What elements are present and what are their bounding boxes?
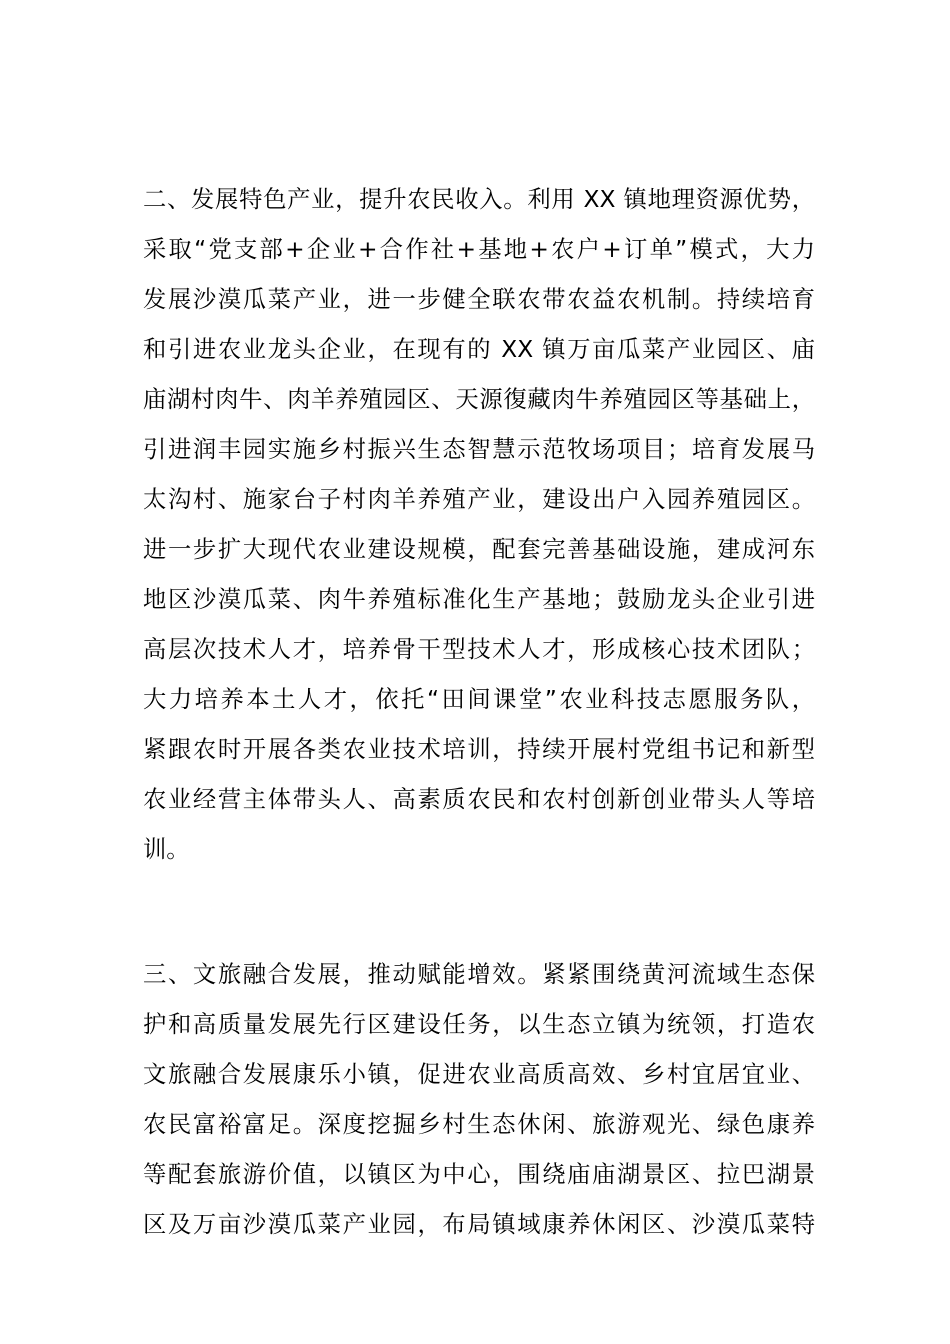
paragraph-line: 和引进农业龙头企业，在现有的 XX 镇万亩瓜菜产业园区、庙 [143, 336, 815, 363]
paragraph-line: 庙湖村肉牛、肉羊养殖园区、天源復藏肉牛养殖园区等基础上， [143, 386, 815, 413]
paragraph-line: 文旅融合发展康乐小镇，促进农业高质高效、乡村宜居宜业、 [143, 1061, 815, 1088]
paragraph-line: 二、发展特色产业，提升农民收入。利用 XX 镇地理资源优势， [143, 186, 815, 213]
paragraph-line: 引进润丰园实施乡村振兴生态智慧示范牧场项目；培育发展马 [143, 436, 815, 463]
paragraph-line: 农业经营主体带头人、高素质农民和农村创新创业带头人等培 [143, 786, 815, 813]
paragraph-line: 紧跟农时开展各类农业技术培训，持续开展村党组书记和新型 [143, 736, 815, 763]
paragraph-line: 训。 [143, 836, 190, 863]
paragraph-line: 护和高质量发展先行区建设任务，以生态立镇为统领，打造农 [143, 1011, 815, 1038]
paragraph-line: 进一步扩大现代农业建设规模，配套完善基础设施，建成河东 [143, 536, 815, 563]
paragraph-line: 等配套旅游价值，以镇区为中心，围绕庙庙湖景区、拉巴湖景 [143, 1161, 815, 1188]
paragraph-three [143, 950, 815, 1250]
paragraph-line: 采取“党支部+企业+合作社+基地+农户+订单”模式，大力 [143, 236, 815, 263]
paragraph-line: 高层次技术人才，培养骨干型技术人才，形成核心技术团队； [143, 636, 815, 663]
paragraph-line: 发展沙漠瓜菜产业，进一步健全联农带农益农机制。持续培育 [143, 286, 815, 313]
paragraph-line: 大力培养本土人才，依托“田间课堂”农业科技志愿服务队， [143, 686, 815, 713]
paragraph-line: 区及万亩沙漠瓜菜产业园，布局镇域康养休闲区、沙漠瓜菜特 [143, 1211, 815, 1238]
document-body [143, 175, 815, 1250]
paragraph-line: 三、文旅融合发展，推动赋能增效。紧紧围绕黄河流域生态保 [143, 961, 815, 988]
paragraph-line: 农民富裕富足。深度挖掘乡村生态休闲、旅游观光、绿色康养 [143, 1111, 815, 1138]
paragraph-line: 地区沙漠瓜菜、肉牛养殖标准化生产基地；鼓励龙头企业引进 [143, 586, 815, 613]
paragraph-line: 太沟村、施家台子村肉羊养殖产业，建设出户入园养殖园区。 [143, 486, 815, 513]
paragraph-gap [143, 875, 815, 950]
paragraph-two [143, 175, 815, 875]
